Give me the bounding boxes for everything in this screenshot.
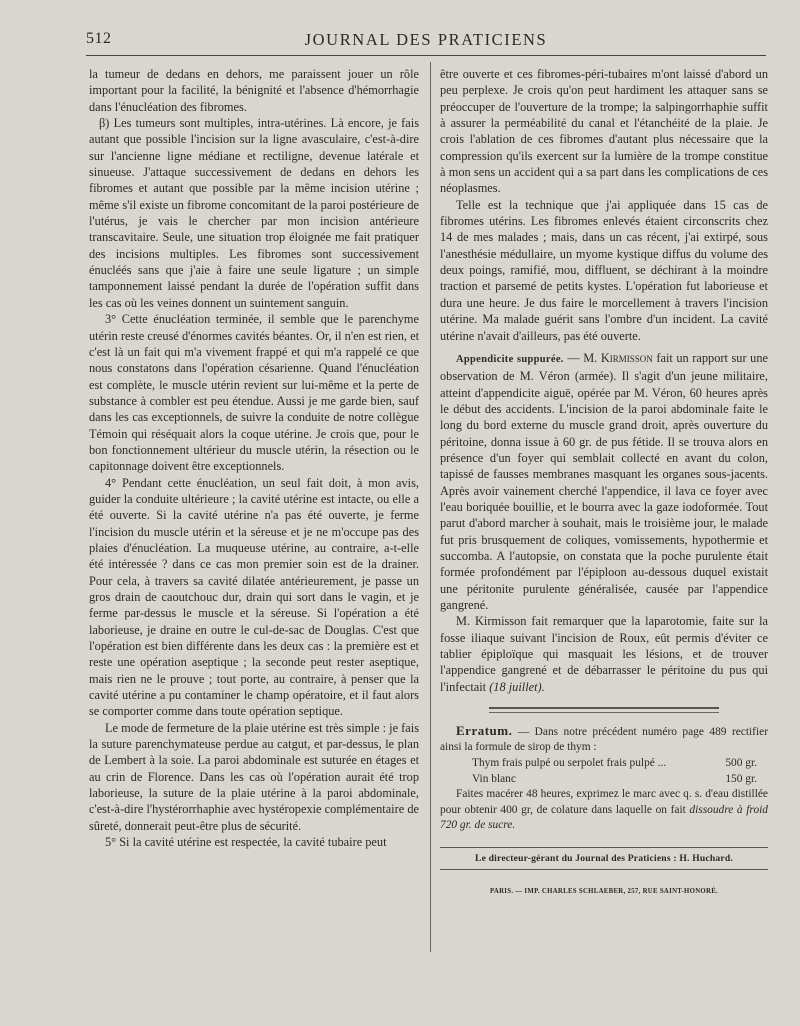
author-name: Kirmisson xyxy=(600,350,653,365)
paragraph: Telle est la technique que j'ai appliquée dans 15 cas de fibromes utérins. Les fibromes enlevés étaient circonscrits chez 14 de mes malades ; mais, dans un cas récent, j'ai extirpé, sous l'anesthésie médullaire, un myome kystique diffus du volume des deux poings, ramifié, mou, diffluent, se déchirant à la moindre traction et parsemé de petits kystes. L'opération fut laborieuse et dura une heure. Je dus faire le morcellement à travers l'incision utérine. Ma malade guérit sans l'ombre d'un incident. La cavité utérine n'avait d'ailleurs, pas été ouverte. xyxy=(440,197,768,343)
section-heading: Appendicite suppurée. xyxy=(456,353,564,365)
journal-title: JOURNAL DES PRATICIENS xyxy=(304,30,548,49)
paragraph: β) Les tumeurs sont multiples, intra-utérines. Là encore, je fais autant que possible l'incision sur la ligne avasculaire, c'est-à-dire sur l'ancienne ligne médiane et rectiligne, devenue latérale et sinueuse. J'attaque successivement de dedans en dehors les fibromes et autant que possible par la même incision utérine ; même s'il existe un fibrome concomitant de la paroi postérieure de l'utérus, je vais le chercher par mon incision antérieure transcavitaire. Seule, une situation trop éloignée me fait pratiquer des incisions multiples. Les fibromes sont successivement énucléés sans que j'aie à faire une seule ligature ; un simple tamponnement laissé pendant la durée de l'opération suffit dans les cas où les veines donnent un suintement sanguin. xyxy=(89,116,419,310)
erratum-title: Erratum. xyxy=(456,723,513,739)
page-number: 512 xyxy=(86,30,112,47)
paragraph: 4° Pendant cette énucléation, un seul fait doit, à mon avis, guider la conduite ultérieure ; la cavité utérine est intacte, ou elle a été ouverte. Si la cavité utérine n'a pas été ouverte, je ferme l'incision du muscle utérin et la séreuse et je ne m'occupe pas des plaies d'énucléation. La muqueuse utérine, au contraire, a-t-elle été intéressée ? dans ce cas mon premier soin est de la drainer. Pour cela, à travers sa cavité dilatée antérieurement, je passe un gros drain de caoutchouc dur, drain qui sort dans le vagin, et je ferme par-dessus le muscle et la séreuse. Si l'opération a été laborieuse, je draine en outre le cul-de-sac de Douglas. C'est que l'opération est bien différente dans les deux cas : la première est et reste une opération aseptique ; la seconde peut rester aseptique, mais rien ne le prouve ; tout porte, au contraire, à penser que la cavité utérine a pu contaminer le champ opératoire, et il faut alors se comporter comme dans toute opération septique. xyxy=(89,475,419,719)
paragraph: M. Kirmisson fait remarquer que la laparotomie, faite sur la fosse iliaque suivant l'incision de Roux, eût permis d'éviter ce tablier épiploïque qui masquait les lésions, et de trouver l'appendice gangrené et de débarrasser le péritoine du pus qui l'infectait (18 juillet). xyxy=(440,614,768,694)
paragraph: 3° Cette énucléation terminée, il semble que le parenchyme utérin reste creusé d'énormes cavités béantes. Or, il n'en est rien, et c'est là un fait qui m'a vivement frappé et qui m'a rappelé ce que nous constatons dans l'opération césarienne. Quand l'énucléation est complète, le muscle utérin revient sur lui-même et la perte de substance à combler est peu étendue. Aussi je me garde bien, sauf dans les cas exceptionnels, de suivre la conduite de notre collègue Témoin qui réséquait alors la coque utérine. Je crois que, pour le bon fonctionnement ultérieur du muscle utérin, la résection ou le capitonnage doivent être exceptionnels. xyxy=(89,312,419,474)
printer-line: PARIS. — IMP. CHARLES SCHLAEBER, 257, RUE SAINT-HONORÉ. xyxy=(489,888,719,896)
recipe-line: Vin blanc 150 gr. xyxy=(472,773,757,786)
paragraph: Le mode de fermeture de la plaie utérine est très simple : je fais la suture parenchymateuse perdue au catgut, et par-dessus, le plan de Lembert à la soie. La paroi abdominale est suturée en étages et au crin de Florence. Dans les cas où l'opération aurait été trop laborieuse, la suture de la plaie utérine à la paroi abdominale, c'est-à-dire l'hystérorrhaphie avec hystéropexie complémentaire de sûreté, donnerait peut-être plus de sécurité. xyxy=(89,720,419,833)
erratum: Erratum. — Dans notre précédent numéro page 489 rectifier ainsi la formule de sirop de thym : xyxy=(440,723,768,754)
recipe-line: Thym frais pulpé ou serpolet frais pulpé ... 500 gr. xyxy=(472,757,757,770)
right-column xyxy=(440,66,768,901)
section-separator xyxy=(489,707,719,713)
date: (18 juillet). xyxy=(489,679,545,694)
paragraph: la tumeur de dedans en dehors, me paraissent jouer un rôle important pour la facilité, la bénignité et l'absence d'hémorrhagie dans l'énucléation des fibromes. xyxy=(89,67,419,114)
page-header xyxy=(86,30,766,52)
director-line: Le directeur-gérant du Journal des Praticiens : H. Huchard. xyxy=(440,847,768,870)
section-paragraph: Appendicite suppurée. — M. Kirmisson fait un rapport sur une observation de M. Véron (armée). Il s'agit d'un jeune militaire, atteint d'appendicite aiguë, opérée par M. Véron, 60 heures après le début des accidents. L'incision de la paroi abdominale faite le long du bord externe du muscle grand droit, après ouverture du péritoine, donna issue à 60 gr. de pus fétide. Il se trouva alors en présence d'un foyer qui semblait collecté en avant du colon, tapissé de fausses membranes masquant les organes sous-jacents. Après avoir vainement cherché l'appendice, il lava ce foyer avec l'eau boriquée bouillie, et le bourra avec la gaze iodoformée. Tout parut d'abord marcher à souhait, mais le troisième jour, le malade fut pris brusquement de coliques, vomissements, hypothermie et succomba. A l'autopsie, on constata que la poche purulente était formée profondément par l'épiploon au-dessous duquel existait une péritonite purulente généralisée, causée par l'appendice gangrené. xyxy=(440,350,768,612)
paragraph: être ouverte et ces fibromes-péri-tubaires m'ont laissé d'abord un peu perplexe. Je crois qu'on peut hardiment les attaquer sans se préoccuper de l'ouverture de la trompe; la salpingorrhaphie suffit à assurer la perméabilité du canal et l'étanchéité de la plaie. Je crois l'ablation de ces fibromes d'autant plus nécessaire que la compression qu'ils exercent sur la lumière de la trompe constitue à mon sens un accident qui a sa part dans les complications de ces néoplasmes. xyxy=(440,67,768,196)
column-divider xyxy=(430,62,431,952)
left-column xyxy=(89,66,419,851)
header-rule xyxy=(86,55,766,56)
paragraph: 5° Si la cavité utérine est respectée, la cavité tubaire peut xyxy=(105,835,387,850)
erratum-instructions: Faites macérer 48 heures, exprimez le marc avec q. s. d'eau distillée pour obtenir 400 gr, de colature dans laquelle on fait dissoudre à froid 720 gr. de sucre. xyxy=(440,788,768,831)
